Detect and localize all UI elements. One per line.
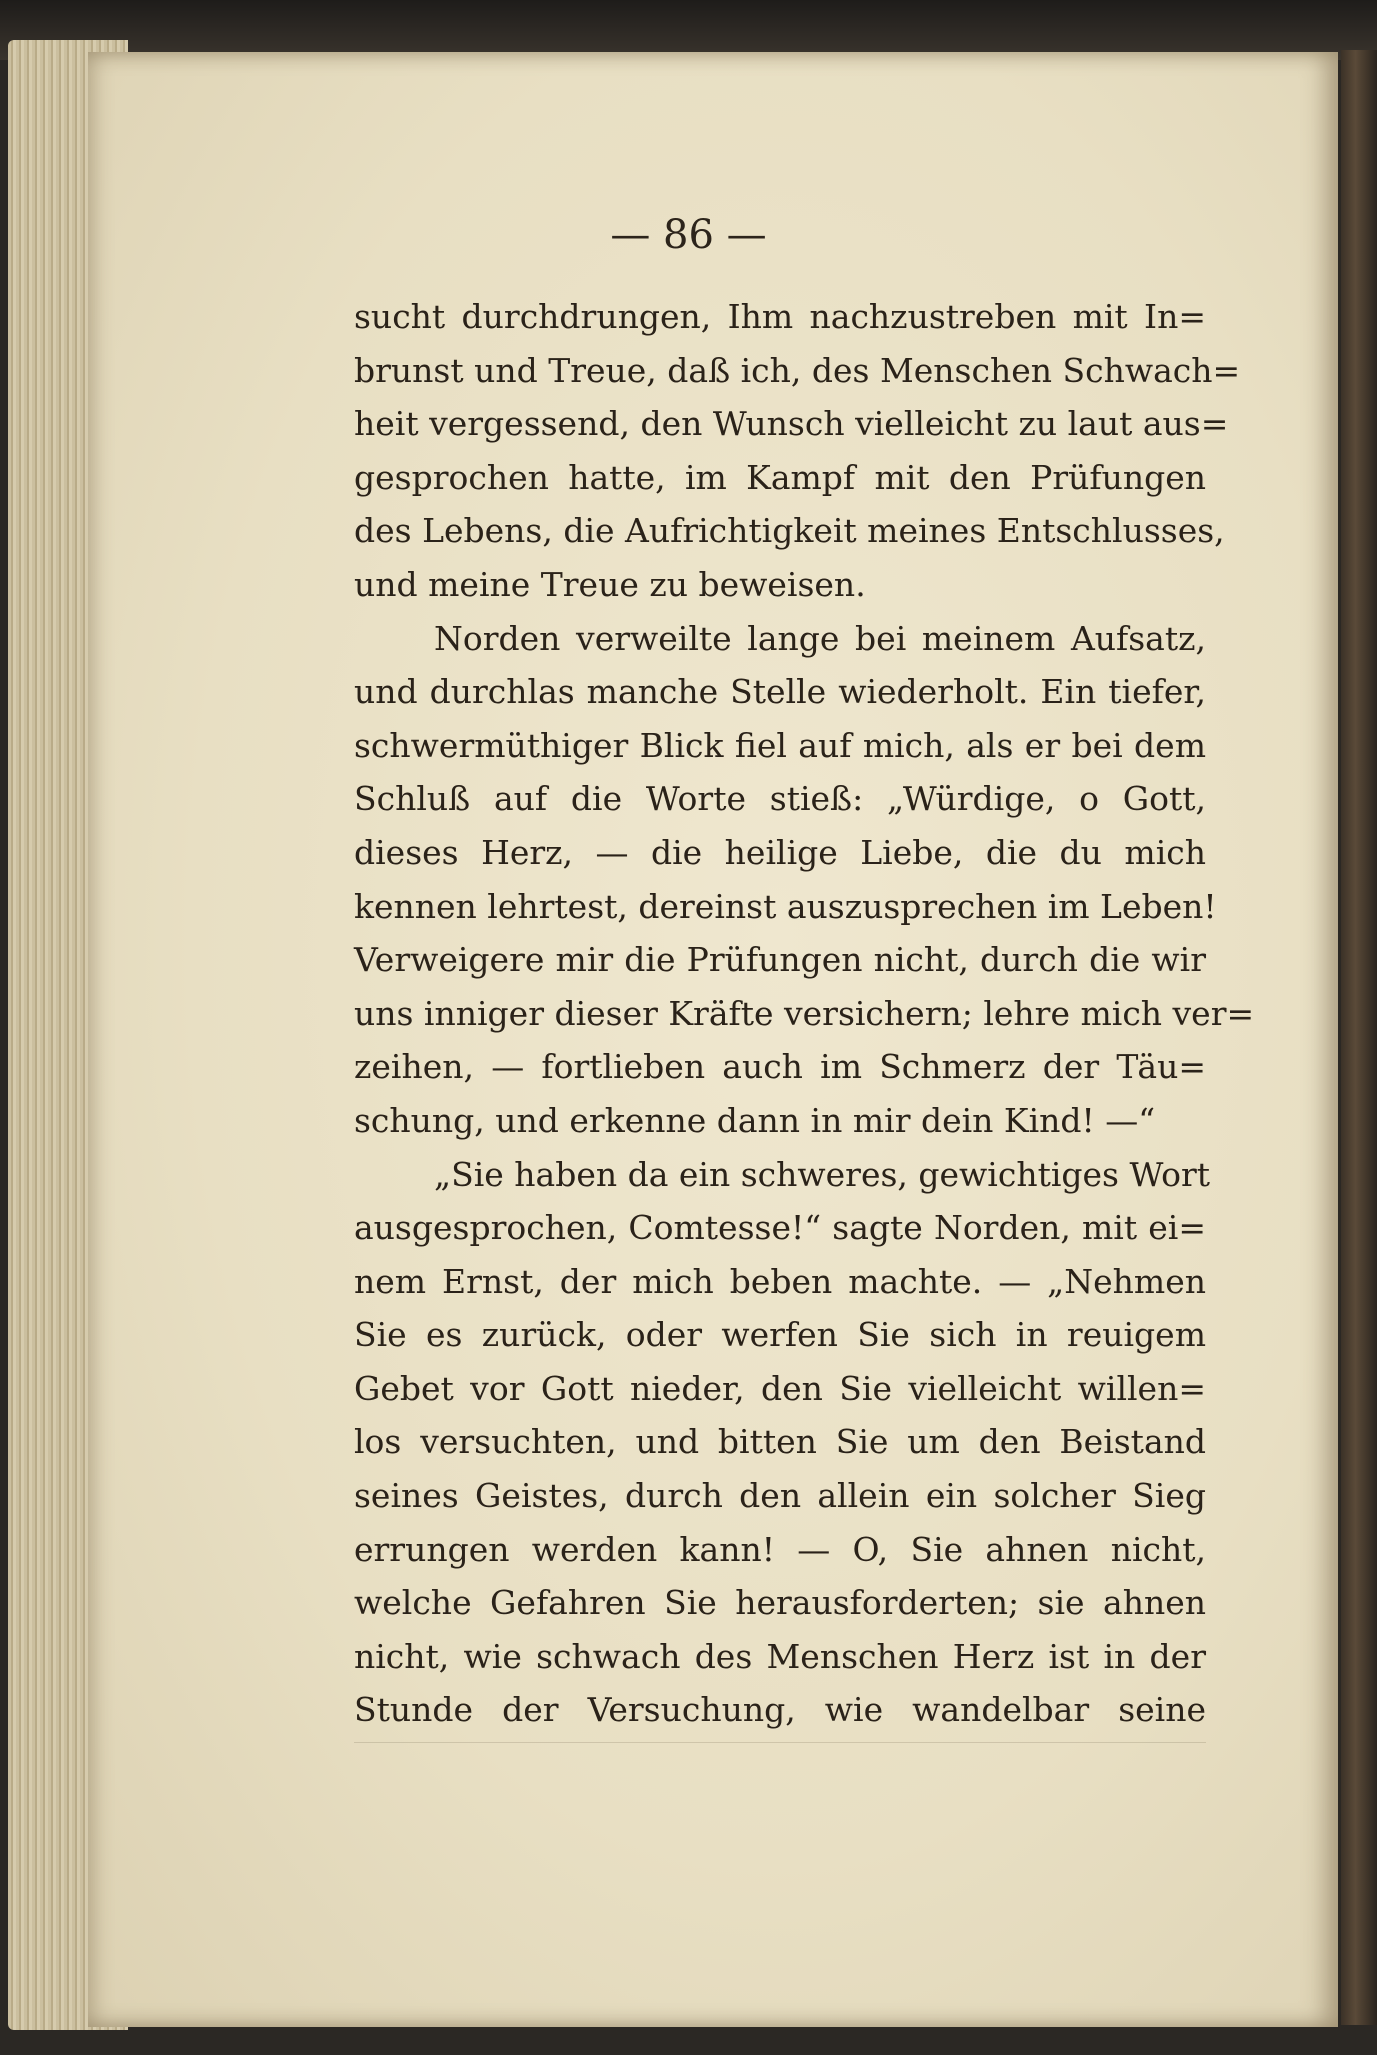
text-line: Norden verweilte lange bei meinem Aufsatz, — [434, 618, 1206, 658]
text-line: heit vergessend, den Wunsch vielleicht zu laut aus= — [354, 404, 1229, 444]
text-line: gesprochen hatte, im Kampf mit den Prüfungen — [354, 457, 1206, 497]
text-line: schwermüthiger Blick fiel auf mich, als er bei dem — [354, 725, 1206, 765]
bottom-rule — [354, 1742, 1206, 1743]
text-line: welche Gefahren Sie herausforderten; sie ahnen — [354, 1583, 1206, 1623]
next-page-edge — [1341, 50, 1377, 2025]
text-line: kennen lehrtest, dereinst auszusprechen im Leben! — [354, 886, 1217, 926]
text-line: nicht, wie schwach des Menschen Herz ist in der — [354, 1636, 1206, 1676]
text-line: ausgesprochen, Comtesse!“ sagte Norden, mit ei= — [354, 1208, 1206, 1248]
text-line: des Lebens, die Aufrichtigkeit meines Entschlusses, — [354, 511, 1225, 551]
text-line: Gebet vor Gott nieder, den Sie vielleicht willen= — [354, 1368, 1206, 1408]
text-line: Verweigere mir die Prüfungen nicht, durch die wir — [354, 940, 1206, 980]
body-text — [354, 290, 1255, 1737]
text-line: seines Geistes, durch den allein ein solcher Sieg — [354, 1476, 1206, 1516]
book-cover-edge — [0, 0, 1377, 60]
text-line: uns inniger dieser Kräfte versichern; lehre mich ver= — [354, 993, 1255, 1033]
text-line: Stunde der Versuchung, wie wandelbar seine — [354, 1690, 1206, 1730]
text-line: brunst und Treue, daß ich, des Menschen Schwach= — [354, 350, 1241, 390]
text-line: „Sie haben da ein schweres, gewichtiges Wort — [434, 1154, 1211, 1194]
text-line: los versuchten, und bitten Sie um den Beistand — [354, 1422, 1206, 1462]
text-line: Schluß auf die Worte stieß: „Würdige, o Gott, — [354, 779, 1206, 819]
page-number: — 86 — — [610, 212, 767, 258]
text-line: zeihen, — fortlieben auch im Schmerz der Täu= — [354, 1047, 1206, 1087]
text-line: und meine Treue zu beweisen. — [354, 564, 866, 604]
text-line: sucht durchdrungen, Ihm nachzustreben mit In= — [354, 297, 1206, 336]
text-line: schung, und erkenne dann in mir dein Kind! —“ — [354, 1100, 1156, 1140]
text-line: nem Ernst, der mich beben machte. — „Nehmen — [354, 1261, 1206, 1301]
text-line: errungen werden kann! — O, Sie ahnen nicht, — [354, 1529, 1206, 1569]
text-line: Sie es zurück, oder werfen Sie sich in reuigem — [354, 1315, 1206, 1355]
text-line: und durchlas manche Stelle wiederholt. Ein tiefer, — [354, 672, 1206, 712]
text-line: dieses Herz, — die heilige Liebe, die du mich — [354, 832, 1206, 872]
